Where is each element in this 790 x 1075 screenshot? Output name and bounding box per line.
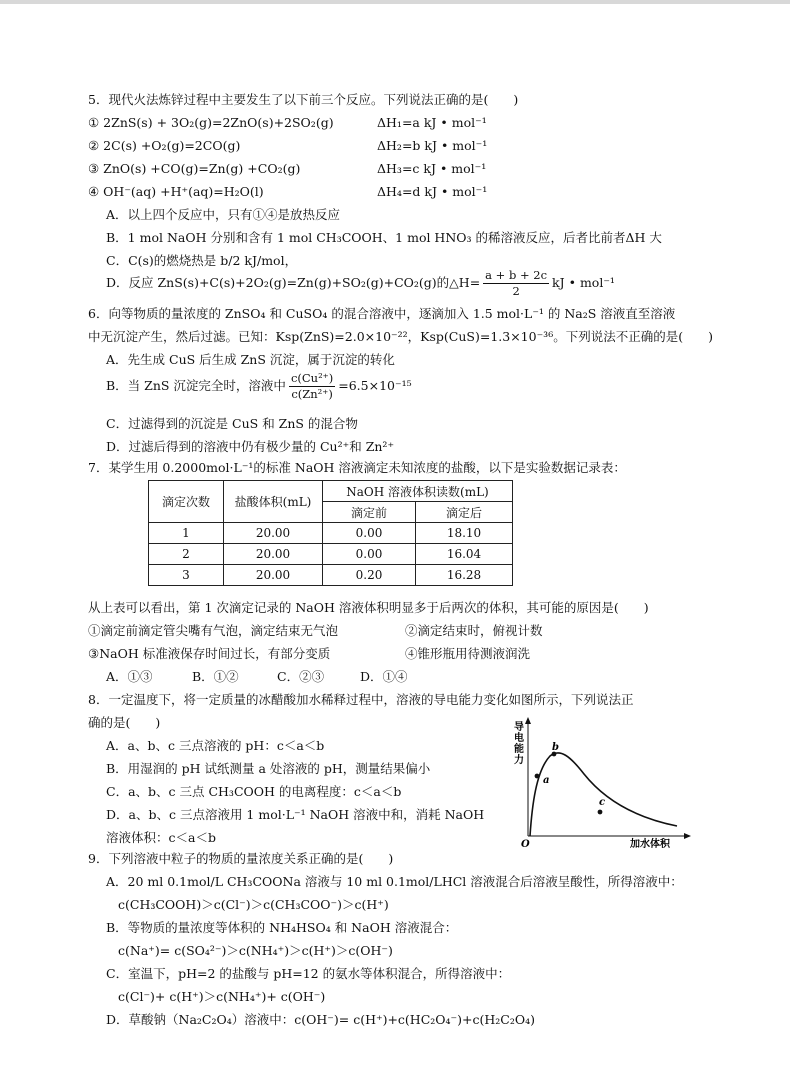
q5-option-d-unit: kJ • mol⁻¹ [552, 275, 615, 290]
header-titration-times: 滴定次数 [149, 481, 224, 523]
q5-reaction-3: ③ ZnO(s) +CO(g)=Zn(g) +CO₂(g) [88, 161, 301, 176]
table-cell: 16.28 [416, 565, 513, 586]
q6-option-b [106, 369, 412, 403]
q9-option-b: B．等物质的量浓度等体积的 NH₄HSO₄ 和 NaOH 溶液混合： [106, 920, 458, 935]
q9-option-a-relation: c(CH₃COOH)＞c(Cl⁻)＞c(CH₃COO⁻)＞c(H⁺) [118, 897, 389, 912]
q8-option-b: B．用湿润的 pH 试纸测量 a 处溶液的 pH，测量结果偏小 [106, 761, 431, 776]
y-axis-arrow [525, 717, 531, 724]
q6-option-b-text: B．当 ZnS 沉淀完全时，溶液中 [106, 378, 286, 393]
q5-reaction-2: ② 2C(s) +O₂(g)=2CO(g) [88, 138, 241, 153]
table-cell: 1 [149, 523, 224, 544]
table-row [149, 544, 513, 565]
table-cell: 20.00 [224, 544, 323, 565]
header-hcl-volume: 盐酸体积(mL) [224, 481, 323, 523]
q5-fraction-numerator: a + b + 2c [485, 268, 548, 282]
q5-reaction-4: ④ OH⁻(aq) +H⁺(aq)=H₂O(l) [88, 184, 264, 199]
q5-enthalpy-2: ΔH₂=b kJ • mol⁻¹ [377, 138, 488, 153]
x-axis-arrow [684, 833, 691, 839]
q6-option-d: D．过滤后得到的溶液中仍有极少量的 Cu²⁺和 Zn²⁺ [106, 439, 395, 454]
q7-choice-a: A．①③ [106, 669, 153, 684]
q7-choice-c: C．②③ [277, 669, 325, 684]
q9-option-b-relation: c(Na⁺)= c(SO₄²⁻)＞c(NH₄⁺)＞c(H⁺)＞c(OH⁻) [118, 943, 393, 958]
table-cell: 20.00 [224, 523, 323, 544]
q7-reason-1: ①滴定前滴定管尖嘴有气泡，滴定结束无气泡 [88, 623, 339, 638]
q7-analysis: 从上表可以看出，第 1 次滴定记录的 NaOH 溶液体积明显多于后两次的体积，其可能的原因是( ) [88, 600, 649, 615]
q6-fraction-denominator: c(Zn²⁺) [291, 387, 333, 401]
conductivity-curve-figure [512, 716, 692, 852]
q5-option-c: C．C(s)的燃烧热是 b/2 kJ/mol， [106, 253, 298, 268]
q9-option-c: C．室温下，pH=2 的盐酸与 pH=12 的氨水等体积混合，所得溶液中： [106, 966, 511, 981]
q5-option-d-fraction [483, 268, 549, 299]
q7-stem: 7．某学生用 0.2000mol·L⁻¹的标准 NaOH 溶液滴定未知浓度的盐酸，以下是实验数据记录表： [88, 460, 626, 475]
q9-stem: 9．下列溶液中粒子的物质的量浓度关系正确的是( ) [88, 851, 394, 866]
point-c-label: c [599, 797, 606, 808]
q6-option-a: A．先生成 CuS 后生成 ZnS 沉淀，属于沉淀的转化 [106, 352, 395, 367]
q6-stem-line1: 6．向等物质的量浓度的 ZnSO₄ 和 CuSO₄ 的混合溶液中，逐滴加入 1.5 mol·L⁻¹ 的 Na₂S 溶液直至溶液 [88, 306, 676, 321]
q5-enthalpy-4: ΔH₄=d kJ • mol⁻¹ [377, 184, 488, 199]
q6-option-b-fraction [289, 371, 335, 402]
q6-fraction-numerator: c(Cu²⁺) [290, 371, 334, 385]
q8-option-c: C．a、b、c 三点 CH₃COOH 的电离程度：c＜a＜b [106, 784, 402, 799]
point-c-marker [598, 810, 603, 815]
table-cell: 0.20 [323, 565, 416, 586]
q5-option-b: B．1 mol NaOH 分别和含有 1 mol CH₃COOH、1 mol HNO₃ 的稀溶液反应，后者比前者ΔH 大 [106, 230, 662, 245]
q6-option-c: C．过滤得到的沉淀是 CuS 和 ZnS 的混合物 [106, 416, 358, 431]
q6-stem-line2: 中无沉淀产生，然后过滤。已知：Ksp(ZnS)=2.0×10⁻²²，Ksp(CuS)=1.3×10⁻³⁶。下列说法不正确的是( ) [88, 329, 713, 344]
header-naoh-reading: NaOH 溶液体积读数(mL) [323, 481, 513, 502]
titration-data-table [148, 480, 513, 586]
x-axis-label: 加水体积 [630, 839, 670, 850]
point-b-label: b [552, 742, 559, 753]
y-axis-label-char: 电 [514, 733, 524, 744]
table-cell: 0.00 [323, 523, 416, 544]
point-a-marker [535, 774, 540, 779]
q5-enthalpy-1: ΔH₁=a kJ • mol⁻¹ [377, 115, 487, 130]
table-cell: 2 [149, 544, 224, 565]
q5-option-a: A．以上四个反应中，只有①④是放热反应 [106, 207, 341, 222]
header-before: 滴定前 [323, 502, 416, 523]
table-row [149, 565, 513, 586]
header-after: 滴定后 [416, 502, 513, 523]
origin-label: O [521, 839, 530, 850]
q6-option-b-value: =6.5×10⁻¹⁵ [338, 378, 412, 393]
q8-stem-line2: 确的是( ) [88, 715, 161, 730]
conductivity-curve [530, 753, 677, 836]
q9-option-d: D．草酸钠（Na₂C₂O₄）溶液中：c(OH⁻)= c(H⁺)+c(HC₂O₄⁻)+c(H₂C₂O₄) [106, 1012, 535, 1027]
page-top-border [0, 0, 790, 4]
y-axis-label-char: 导 [514, 722, 524, 733]
q7-choice-d: D．①④ [360, 669, 408, 684]
q5-enthalpy-3: ΔH₃=c kJ • mol⁻¹ [377, 161, 487, 176]
q7-reason-2: ②滴定结束时，俯视计数 [405, 623, 543, 638]
q5-stem: 5．现代火法炼锌过程中主要发生了以下前三个反应。下列说法正确的是( ) [88, 92, 519, 107]
y-axis-label-char: 力 [514, 755, 524, 766]
table-cell: 20.00 [224, 565, 323, 586]
y-axis-label-char: 能 [514, 744, 524, 755]
q5-option-d [106, 268, 615, 299]
table-cell: 3 [149, 565, 224, 586]
table-cell: 18.10 [416, 523, 513, 544]
q8-stem-line1: 8．一定温度下，将一定质量的冰醋酸加水稀释过程中，溶液的导电能力变化如图所示，下列说法正 [88, 692, 634, 707]
table-cell: 16.04 [416, 544, 513, 565]
q5-fraction-denominator: 2 [512, 284, 520, 298]
q7-reason-4: ④锥形瓶用待测液润洗 [405, 646, 531, 661]
q8-option-d: D．a、b、c 三点溶液用 1 mol·L⁻¹ NaOH 溶液中和，消耗 NaOH [106, 807, 485, 822]
q8-option-d-continued: 溶液体积：c＜a＜b [106, 830, 216, 845]
q5-reaction-1: ① 2ZnS(s) + 3O₂(g)=2ZnO(s)+2SO₂(g) [88, 115, 334, 130]
q7-reason-3: ③NaOH 标准液保存时间过长，有部分变质 [88, 646, 331, 661]
q9-option-c-relation: c(Cl⁻)+ c(H⁺)＞c(NH₄⁺)+ c(OH⁻) [118, 989, 326, 1004]
table-row [149, 523, 513, 544]
q9-option-a: A．20 ml 0.1mol/L CH₃COONa 溶液与 10 ml 0.1mol/LHCl 溶液混合后溶液呈酸性，所得溶液中： [106, 874, 683, 889]
table-cell: 0.00 [323, 544, 416, 565]
q8-option-a: A．a、b、c 三点溶液的 pH：c＜a＜b [106, 738, 325, 753]
point-a-label: a [543, 775, 550, 786]
q5-option-d-text: D．反应 ZnS(s)+C(s)+2O₂(g)=Zn(g)+SO₂(g)+CO₂(g)的△H= [106, 275, 481, 290]
q7-choice-b: B．①② [192, 669, 239, 684]
